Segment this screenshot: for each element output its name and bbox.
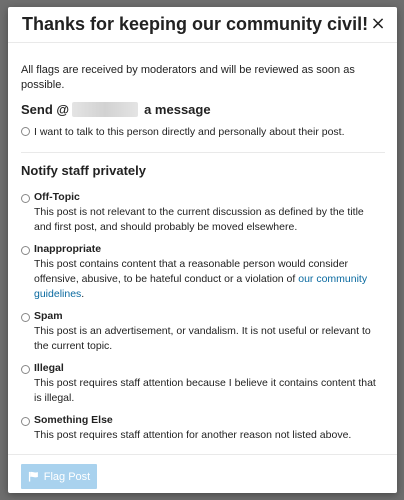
illegal-radio[interactable] xyxy=(21,365,30,374)
notify-staff-title: Notify staff privately xyxy=(21,163,146,178)
flag-option-something-else[interactable] xyxy=(21,413,385,443)
inappropriate-desc xyxy=(34,257,379,302)
modal-title: Thanks for keeping our community civil! xyxy=(22,14,369,34)
flag-option-illegal[interactable] xyxy=(21,361,385,406)
inappropriate-desc-end: . xyxy=(81,288,85,300)
something-else-desc: This post requires staff attention for another reason not listed above. xyxy=(34,429,352,441)
illegal-desc: This post requires staff attention because I believe it contains content that is illegal. xyxy=(34,377,376,404)
send-message-radio[interactable] xyxy=(21,127,30,136)
community-guidelines-link[interactable]: our community guidelines xyxy=(34,273,368,300)
flag-modal xyxy=(8,7,397,493)
inappropriate-desc-text: This post contains content that a reasonable person would consider offensive, abusive, to be hateful conduct or a violation of xyxy=(34,258,349,285)
spam-radio[interactable] xyxy=(21,313,30,322)
illegal-label: Illegal xyxy=(34,362,64,374)
redacted-username xyxy=(72,102,138,117)
modal-footer xyxy=(8,454,397,493)
divider xyxy=(21,152,385,153)
flag-option-inappropriate[interactable] xyxy=(21,242,385,302)
send-message-label: I want to talk to this person directly and personally about their post. xyxy=(34,126,345,138)
flag-option-off-topic[interactable] xyxy=(21,190,385,235)
send-message-suffix: a message xyxy=(144,102,211,117)
modal-body xyxy=(21,63,385,443)
send-message-option[interactable] xyxy=(21,125,385,140)
send-message-title xyxy=(21,102,385,117)
flag-icon xyxy=(28,471,39,482)
modal-header xyxy=(8,7,397,43)
close-button[interactable]: × xyxy=(367,13,389,35)
off-topic-desc: This post is not relevant to the current discussion as defined by the title and first post, and should probably be moved elsewhere. xyxy=(34,206,364,233)
send-message-prefix: Send @ xyxy=(21,102,70,117)
intro-text: All flags are received by moderators and will be reviewed as soon as possible. xyxy=(21,64,355,91)
inappropriate-label: Inappropriate xyxy=(34,243,102,255)
spam-desc: This post is an advertisement, or vandalism. It is not useful or relevant to the current topic. xyxy=(34,325,371,352)
off-topic-label: Off-Topic xyxy=(34,191,80,203)
flag-post-button[interactable] xyxy=(21,464,97,489)
something-else-radio[interactable] xyxy=(21,417,30,426)
off-topic-radio[interactable] xyxy=(21,194,30,203)
flag-option-spam[interactable] xyxy=(21,309,385,354)
flag-post-label: Flag Post xyxy=(43,470,91,483)
something-else-label: Something Else xyxy=(34,414,113,426)
inappropriate-radio[interactable] xyxy=(21,246,30,255)
spam-label: Spam xyxy=(34,310,63,322)
